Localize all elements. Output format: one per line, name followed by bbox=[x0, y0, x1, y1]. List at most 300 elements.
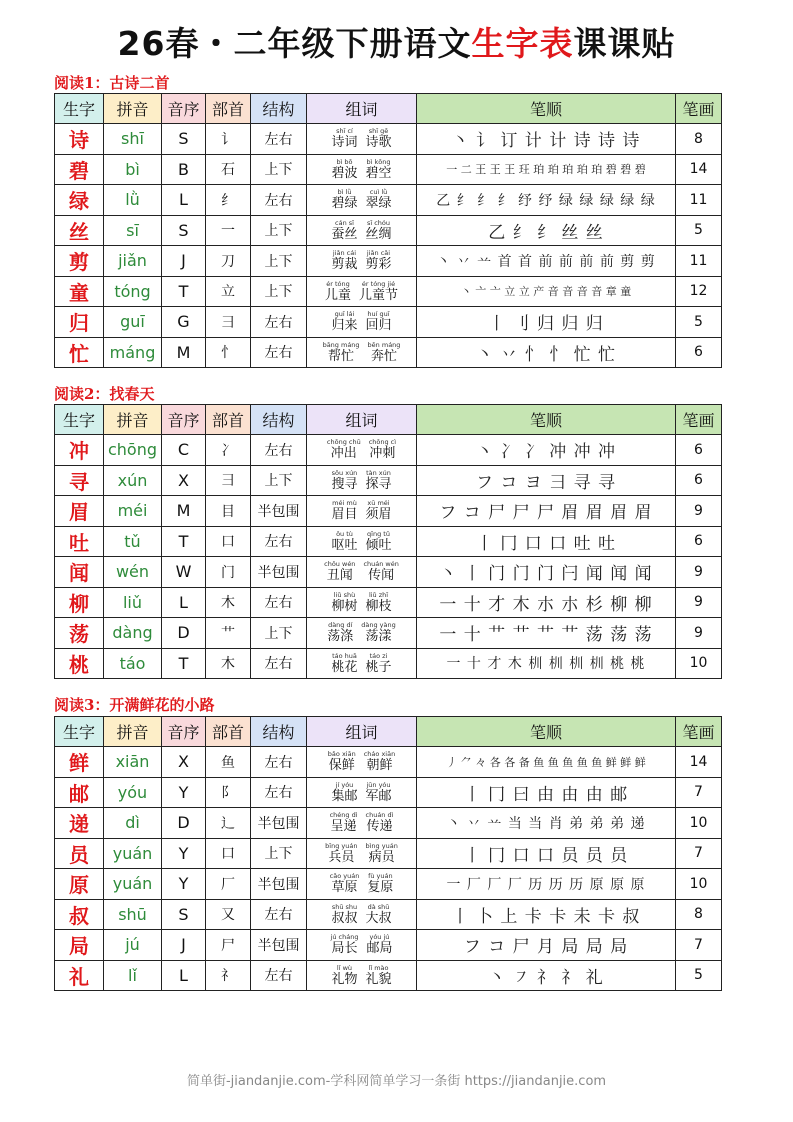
word-text: 荡涤 bbox=[327, 629, 354, 645]
stroke-count-cell: 6 bbox=[676, 435, 722, 466]
stroke-order-cell: 乙 纟 纟 丝 丝 bbox=[417, 215, 676, 246]
col-count-header: 笔画 bbox=[676, 94, 722, 124]
word-pinyin: shī gē bbox=[368, 127, 389, 136]
radical-cell: 口 bbox=[206, 526, 251, 557]
radical-cell: 冫 bbox=[206, 435, 251, 466]
character-cell: 邮 bbox=[55, 777, 104, 808]
word-pinyin: dàng yàng bbox=[361, 621, 396, 630]
word-pinyin: bǎo xiān bbox=[327, 750, 356, 759]
stroke-order-cell: 丶 ㇇ 礻 礻 礼 bbox=[417, 960, 676, 991]
word-text: 诗词 bbox=[331, 135, 358, 151]
word-pinyin: chuán dì bbox=[365, 811, 394, 820]
word-combinations-cell bbox=[307, 930, 417, 961]
character-cell: 桃 bbox=[55, 648, 104, 679]
word-text: 奔忙 bbox=[370, 348, 397, 364]
word-combinations-cell bbox=[307, 648, 417, 679]
word-combinations-cell bbox=[307, 185, 417, 216]
radical-cell: 目 bbox=[206, 496, 251, 527]
word-combinations-cell bbox=[307, 124, 417, 155]
section-title: 阅读1：古诗二首 bbox=[54, 74, 170, 92]
table-header-row bbox=[55, 717, 722, 747]
word-pinyin: dà shū bbox=[367, 902, 390, 911]
word-text: 传闻 bbox=[368, 568, 395, 584]
pinyin-cell: bì bbox=[104, 154, 162, 185]
word-pinyin: huí guī bbox=[367, 310, 390, 319]
pinyin-cell: dàng bbox=[104, 618, 162, 649]
pinyin-cell: jiǎn bbox=[104, 246, 162, 277]
pinyin-cell: sī bbox=[104, 215, 162, 246]
structure-cell: 上下 bbox=[251, 465, 307, 496]
word-item bbox=[331, 310, 357, 333]
col-pinyin-header: 拼音 bbox=[104, 94, 162, 124]
table-row bbox=[55, 435, 722, 466]
word-text: 剪裁 bbox=[331, 257, 358, 273]
stroke-order-cell: 乙 纟 纟 纟 纾 纾 绿 绿 绿 绿 绿 bbox=[417, 185, 676, 216]
radical-cell: 刀 bbox=[206, 246, 251, 277]
table-row bbox=[55, 496, 722, 527]
word-text: 荡漾 bbox=[365, 629, 392, 645]
pinyin-cell: chōng bbox=[104, 435, 162, 466]
table-row bbox=[55, 526, 722, 557]
word-text: 倾吐 bbox=[365, 537, 392, 553]
word-item bbox=[327, 621, 353, 644]
word-text: 集邮 bbox=[331, 788, 358, 804]
table-row bbox=[55, 124, 722, 155]
word-item bbox=[331, 127, 357, 150]
structure-cell: 上下 bbox=[251, 246, 307, 277]
table-row bbox=[55, 648, 722, 679]
initial-letter-cell: T bbox=[162, 526, 206, 557]
radical-cell: 艹 bbox=[206, 618, 251, 649]
stroke-order-cell: 丨 冂 口 口 员 员 员 bbox=[417, 838, 676, 869]
word-item bbox=[331, 499, 357, 522]
initial-letter-cell: D bbox=[162, 618, 206, 649]
stroke-count-cell: 9 bbox=[676, 618, 722, 649]
radical-cell: 纟 bbox=[206, 185, 251, 216]
col-pinyin-header: 拼音 bbox=[104, 717, 162, 747]
pinyin-cell: liǔ bbox=[104, 587, 162, 618]
word-text: 碧波 bbox=[331, 165, 358, 181]
word-item bbox=[331, 903, 357, 926]
word-text: 叔叔 bbox=[331, 910, 358, 926]
stroke-count-cell: 11 bbox=[676, 246, 722, 277]
word-item bbox=[325, 280, 351, 303]
word-text: 军邮 bbox=[365, 788, 392, 804]
structure-cell: 半包围 bbox=[251, 557, 307, 588]
stroke-order-cell: 丶 丷 忄 忄 忙 忙 bbox=[417, 337, 676, 368]
character-cell: 递 bbox=[55, 808, 104, 839]
word-text: 丝绸 bbox=[365, 226, 392, 242]
word-pinyin: yóu jú bbox=[369, 933, 390, 942]
word-pinyin: bì lǜ bbox=[337, 188, 352, 197]
stroke-count-cell: 10 bbox=[676, 869, 722, 900]
structure-cell: 左右 bbox=[251, 648, 307, 679]
word-text: 剪彩 bbox=[365, 257, 392, 273]
stroke-count-cell: 7 bbox=[676, 838, 722, 869]
word-text: 呈递 bbox=[330, 819, 357, 835]
col-char-header: 生字 bbox=[55, 94, 104, 124]
pinyin-cell: wén bbox=[104, 557, 162, 588]
word-pinyin: jú cháng bbox=[330, 933, 359, 942]
stroke-order-cell: 丨 冂 口 口 吐 吐 bbox=[417, 526, 676, 557]
word-text: 归来 bbox=[331, 318, 358, 334]
radical-cell: 木 bbox=[206, 587, 251, 618]
initial-letter-cell: C bbox=[162, 435, 206, 466]
word-item bbox=[359, 280, 398, 303]
page-title bbox=[0, 18, 793, 70]
structure-cell: 左右 bbox=[251, 307, 307, 338]
section-title: 阅读2：找春天 bbox=[54, 385, 155, 403]
footer-watermark: 简单街-jiandanjie.com-学科网简单学习一条街 https://jiandanjie.com bbox=[186, 1074, 607, 1089]
stroke-order-cell: 一 十 才 木 杊 杊 杊 杊 桃 桃 bbox=[417, 648, 676, 679]
word-item bbox=[331, 219, 357, 242]
character-cell: 剪 bbox=[55, 246, 104, 277]
table-row bbox=[55, 587, 722, 618]
structure-cell: 半包围 bbox=[251, 930, 307, 961]
col-radical-header: 部首 bbox=[206, 405, 251, 435]
col-letter-header: 音序 bbox=[162, 405, 206, 435]
word-text: 儿童 bbox=[324, 287, 351, 303]
initial-letter-cell: M bbox=[162, 337, 206, 368]
word-combinations-cell bbox=[307, 747, 417, 778]
section-title: 阅读3：开满鲜花的小路 bbox=[54, 696, 215, 714]
word-pinyin: cuì lǜ bbox=[369, 188, 388, 197]
structure-cell: 左右 bbox=[251, 587, 307, 618]
word-text: 柳枝 bbox=[365, 598, 392, 614]
word-item bbox=[366, 591, 392, 614]
word-pinyin: jiǎn cái bbox=[332, 249, 357, 258]
character-cell: 礼 bbox=[55, 960, 104, 991]
col-words-header: 组词 bbox=[307, 94, 417, 124]
word-text: 儿童节 bbox=[359, 287, 399, 303]
radical-cell: 门 bbox=[206, 557, 251, 588]
word-combinations-cell bbox=[307, 307, 417, 338]
initial-letter-cell: L bbox=[162, 587, 206, 618]
structure-cell: 左右 bbox=[251, 777, 307, 808]
pinyin-cell: shī bbox=[104, 124, 162, 155]
word-text: 探寻 bbox=[365, 476, 392, 492]
initial-letter-cell: L bbox=[162, 960, 206, 991]
radical-cell: 阝 bbox=[206, 777, 251, 808]
initial-letter-cell: T bbox=[162, 276, 206, 307]
word-text: 草原 bbox=[331, 880, 358, 896]
word-item bbox=[328, 750, 356, 773]
stroke-order-cell: 丶 冫 冫 冲 冲 冲 bbox=[417, 435, 676, 466]
word-pinyin: bīng yuán bbox=[325, 841, 358, 850]
character-cell: 忙 bbox=[55, 337, 104, 368]
word-pinyin: táo zi bbox=[369, 651, 388, 660]
word-item bbox=[366, 811, 394, 834]
word-combinations-cell bbox=[307, 869, 417, 900]
structure-cell: 半包围 bbox=[251, 808, 307, 839]
col-pinyin-header: 拼音 bbox=[104, 405, 162, 435]
word-text: 翠绿 bbox=[365, 196, 392, 212]
initial-letter-cell: D bbox=[162, 808, 206, 839]
col-radical-header: 部首 bbox=[206, 717, 251, 747]
col-structure-header: 结构 bbox=[251, 405, 307, 435]
word-text: 搜寻 bbox=[331, 476, 358, 492]
col-strokes-header: 笔顺 bbox=[417, 94, 676, 124]
initial-letter-cell: X bbox=[162, 465, 206, 496]
pinyin-cell: yuán bbox=[104, 838, 162, 869]
pinyin-cell: máng bbox=[104, 337, 162, 368]
col-count-header: 笔画 bbox=[676, 717, 722, 747]
stroke-count-cell: 5 bbox=[676, 307, 722, 338]
table-row bbox=[55, 557, 722, 588]
word-pinyin: méi mù bbox=[332, 499, 357, 508]
structure-cell: 半包围 bbox=[251, 869, 307, 900]
word-item bbox=[367, 872, 393, 895]
structure-cell: 左右 bbox=[251, 124, 307, 155]
word-item bbox=[331, 591, 357, 614]
structure-cell: 上下 bbox=[251, 154, 307, 185]
stroke-order-cell: フ コ ヨ 彐 寻 寻 bbox=[417, 465, 676, 496]
character-cell: 柳 bbox=[55, 587, 104, 618]
word-combinations-cell bbox=[307, 526, 417, 557]
stroke-order-cell: フ コ 尸 尸 尸 眉 眉 眉 眉 bbox=[417, 496, 676, 527]
initial-letter-cell: X bbox=[162, 747, 206, 778]
stroke-count-cell: 14 bbox=[676, 154, 722, 185]
character-cell: 冲 bbox=[55, 435, 104, 466]
word-pinyin: bēn máng bbox=[367, 340, 401, 349]
stroke-count-cell: 9 bbox=[676, 587, 722, 618]
word-pinyin: shū shu bbox=[331, 902, 358, 911]
word-item bbox=[366, 842, 398, 865]
structure-cell: 左右 bbox=[251, 747, 307, 778]
word-text: 碧空 bbox=[365, 165, 392, 181]
stroke-count-cell: 14 bbox=[676, 747, 722, 778]
col-letter-header: 音序 bbox=[162, 94, 206, 124]
word-combinations-cell bbox=[307, 276, 417, 307]
pinyin-cell: shū bbox=[104, 899, 162, 930]
stroke-order-cell: 丶 讠 订 计 计 诗 诗 诗 bbox=[417, 124, 676, 155]
pinyin-cell: lǜ bbox=[104, 185, 162, 216]
word-pinyin: chéng dì bbox=[329, 811, 358, 820]
character-cell: 原 bbox=[55, 869, 104, 900]
word-item bbox=[331, 158, 357, 181]
pinyin-cell: yuán bbox=[104, 869, 162, 900]
stroke-order-cell: 丶 丷 䒑 当 当 肖 弟 弟 弟 递 bbox=[417, 808, 676, 839]
initial-letter-cell: Y bbox=[162, 777, 206, 808]
radical-cell: 又 bbox=[206, 899, 251, 930]
character-table bbox=[54, 93, 722, 368]
word-pinyin: liǔ shù bbox=[333, 590, 356, 599]
stroke-count-cell: 10 bbox=[676, 648, 722, 679]
word-text: 呕吐 bbox=[331, 537, 358, 553]
word-item bbox=[331, 964, 357, 987]
stroke-order-cell: 丨 冂 曰 由 由 由 邮 bbox=[417, 777, 676, 808]
word-text: 复原 bbox=[367, 880, 394, 896]
stroke-count-cell: 6 bbox=[676, 337, 722, 368]
stroke-count-cell: 6 bbox=[676, 465, 722, 496]
initial-letter-cell: Y bbox=[162, 838, 206, 869]
character-cell: 荡 bbox=[55, 618, 104, 649]
stroke-count-cell: 9 bbox=[676, 496, 722, 527]
stroke-count-cell: 8 bbox=[676, 124, 722, 155]
character-table bbox=[54, 716, 722, 991]
pinyin-cell: lǐ bbox=[104, 960, 162, 991]
radical-cell: 鱼 bbox=[206, 747, 251, 778]
word-item bbox=[331, 933, 359, 956]
col-structure-header: 结构 bbox=[251, 717, 307, 747]
word-text: 邮局 bbox=[366, 941, 393, 957]
character-cell: 童 bbox=[55, 276, 104, 307]
word-text: 蚕丝 bbox=[331, 226, 358, 242]
word-pinyin: chǒu wén bbox=[324, 560, 356, 569]
word-item bbox=[331, 249, 357, 272]
character-cell: 吐 bbox=[55, 526, 104, 557]
word-pinyin: sōu xún bbox=[331, 468, 358, 477]
word-pinyin: chuán wén bbox=[363, 560, 399, 569]
word-text: 礼貌 bbox=[365, 971, 392, 987]
word-text: 柳树 bbox=[331, 598, 358, 614]
word-combinations-cell bbox=[307, 777, 417, 808]
initial-letter-cell: Y bbox=[162, 869, 206, 900]
word-text: 保鲜 bbox=[328, 758, 355, 774]
word-item bbox=[325, 842, 357, 865]
table-row bbox=[55, 747, 722, 778]
structure-cell: 半包围 bbox=[251, 496, 307, 527]
radical-cell: 木 bbox=[206, 648, 251, 679]
word-pinyin: lǐ wù bbox=[336, 963, 353, 972]
initial-letter-cell: J bbox=[162, 246, 206, 277]
word-pinyin: ér tóng bbox=[326, 279, 350, 288]
col-words-header: 组词 bbox=[307, 717, 417, 747]
character-cell: 归 bbox=[55, 307, 104, 338]
word-text: 丑闻 bbox=[326, 568, 353, 584]
word-item bbox=[363, 560, 398, 583]
col-structure-header: 结构 bbox=[251, 94, 307, 124]
word-text: 回归 bbox=[365, 318, 392, 334]
word-pinyin: lǐ mào bbox=[368, 963, 389, 972]
table-row bbox=[55, 307, 722, 338]
col-strokes-header: 笔顺 bbox=[417, 405, 676, 435]
word-text: 碧绿 bbox=[331, 196, 358, 212]
word-pinyin: tàn xún bbox=[366, 468, 391, 477]
col-strokes-header: 笔顺 bbox=[417, 717, 676, 747]
table-header-row bbox=[55, 405, 722, 435]
structure-cell: 左右 bbox=[251, 435, 307, 466]
stroke-order-cell: 丨 刂 归 归 归 bbox=[417, 307, 676, 338]
word-pinyin: bìng yuán bbox=[365, 841, 398, 850]
word-text: 诗歌 bbox=[365, 135, 392, 151]
word-item bbox=[366, 781, 392, 804]
structure-cell: 左右 bbox=[251, 337, 307, 368]
stroke-count-cell: 7 bbox=[676, 777, 722, 808]
character-cell: 眉 bbox=[55, 496, 104, 527]
word-pinyin: táo huā bbox=[332, 651, 357, 660]
stroke-order-cell: 丶 亠 亠 立 立 产 音 音 音 音 章 童 bbox=[417, 276, 676, 307]
word-pinyin: sī chóu bbox=[366, 218, 391, 227]
word-pinyin: cǎo yuán bbox=[329, 872, 360, 881]
word-pinyin: dàng dí bbox=[328, 621, 353, 630]
character-table bbox=[54, 404, 722, 679]
word-item bbox=[324, 560, 355, 583]
col-radical-header: 部首 bbox=[206, 94, 251, 124]
word-pinyin: bāng máng bbox=[322, 340, 360, 349]
word-pinyin: ǒu tù bbox=[336, 529, 353, 538]
word-combinations-cell bbox=[307, 960, 417, 991]
stroke-order-cell: 一 十 艹 艹 艹 艹 荡 荡 荡 bbox=[417, 618, 676, 649]
radical-cell: 尸 bbox=[206, 930, 251, 961]
initial-letter-cell: S bbox=[162, 899, 206, 930]
stroke-order-cell: 一 二 王 王 王 玨 珀 珀 珀 珀 珀 碧 碧 碧 bbox=[417, 154, 676, 185]
word-pinyin: fù yuán bbox=[368, 872, 393, 881]
word-pinyin: chōng cì bbox=[368, 438, 397, 447]
col-char-header: 生字 bbox=[55, 405, 104, 435]
radical-cell: 彐 bbox=[206, 307, 251, 338]
character-cell: 丝 bbox=[55, 215, 104, 246]
word-item bbox=[331, 188, 357, 211]
word-text: 病员 bbox=[368, 849, 395, 865]
initial-letter-cell: M bbox=[162, 496, 206, 527]
structure-cell: 上下 bbox=[251, 276, 307, 307]
word-combinations-cell bbox=[307, 337, 417, 368]
structure-cell: 左右 bbox=[251, 899, 307, 930]
word-combinations-cell bbox=[307, 496, 417, 527]
word-text: 须眉 bbox=[365, 507, 392, 523]
radical-cell: 忄 bbox=[206, 337, 251, 368]
word-item bbox=[369, 438, 396, 461]
character-cell: 寻 bbox=[55, 465, 104, 496]
word-item bbox=[366, 469, 392, 492]
stroke-count-cell: 5 bbox=[676, 215, 722, 246]
initial-letter-cell: S bbox=[162, 124, 206, 155]
table-row bbox=[55, 960, 722, 991]
character-cell: 鲜 bbox=[55, 747, 104, 778]
title-highlight: 生字表 bbox=[471, 24, 574, 63]
word-pinyin: bì kōng bbox=[366, 157, 391, 166]
word-item bbox=[366, 933, 392, 956]
word-combinations-cell bbox=[307, 899, 417, 930]
radical-cell: 口 bbox=[206, 838, 251, 869]
word-pinyin: qīng tǔ bbox=[367, 529, 390, 538]
word-combinations-cell bbox=[307, 154, 417, 185]
word-item bbox=[366, 249, 392, 272]
col-letter-header: 音序 bbox=[162, 717, 206, 747]
stroke-order-cell: 一 厂 厂 厂 历 历 历 原 原 原 bbox=[417, 869, 676, 900]
word-pinyin: bì bō bbox=[336, 157, 353, 166]
structure-cell: 上下 bbox=[251, 838, 307, 869]
radical-cell: 礻 bbox=[206, 960, 251, 991]
col-count-header: 笔画 bbox=[676, 405, 722, 435]
initial-letter-cell: L bbox=[162, 185, 206, 216]
pinyin-cell: tǔ bbox=[104, 526, 162, 557]
word-item bbox=[366, 127, 392, 150]
radical-cell: 辶 bbox=[206, 808, 251, 839]
stroke-order-cell: 一 十 才 木 朩 朩 杉 柳 柳 bbox=[417, 587, 676, 618]
word-item bbox=[330, 811, 358, 834]
stroke-count-cell: 9 bbox=[676, 557, 722, 588]
stroke-order-cell: 丶 丷 䒑 首 首 前 前 前 前 剪 剪 bbox=[417, 246, 676, 277]
initial-letter-cell: J bbox=[162, 930, 206, 961]
table-row bbox=[55, 869, 722, 900]
word-text: 桃花 bbox=[331, 659, 358, 675]
structure-cell: 左右 bbox=[251, 526, 307, 557]
word-pinyin: cháo xiān bbox=[363, 750, 396, 759]
pinyin-cell: xún bbox=[104, 465, 162, 496]
word-item bbox=[361, 621, 396, 644]
title-prefix: 26春・二年级下册语文 bbox=[117, 24, 472, 63]
character-cell: 局 bbox=[55, 930, 104, 961]
radical-cell: 厂 bbox=[206, 869, 251, 900]
word-text: 兵员 bbox=[328, 849, 355, 865]
word-pinyin: jiǎn cǎi bbox=[366, 249, 391, 258]
word-combinations-cell bbox=[307, 618, 417, 649]
table-row bbox=[55, 899, 722, 930]
word-text: 传递 bbox=[366, 819, 393, 835]
stroke-order-cell: 丨 卜 上 卡 卡 未 卡 叔 bbox=[417, 899, 676, 930]
